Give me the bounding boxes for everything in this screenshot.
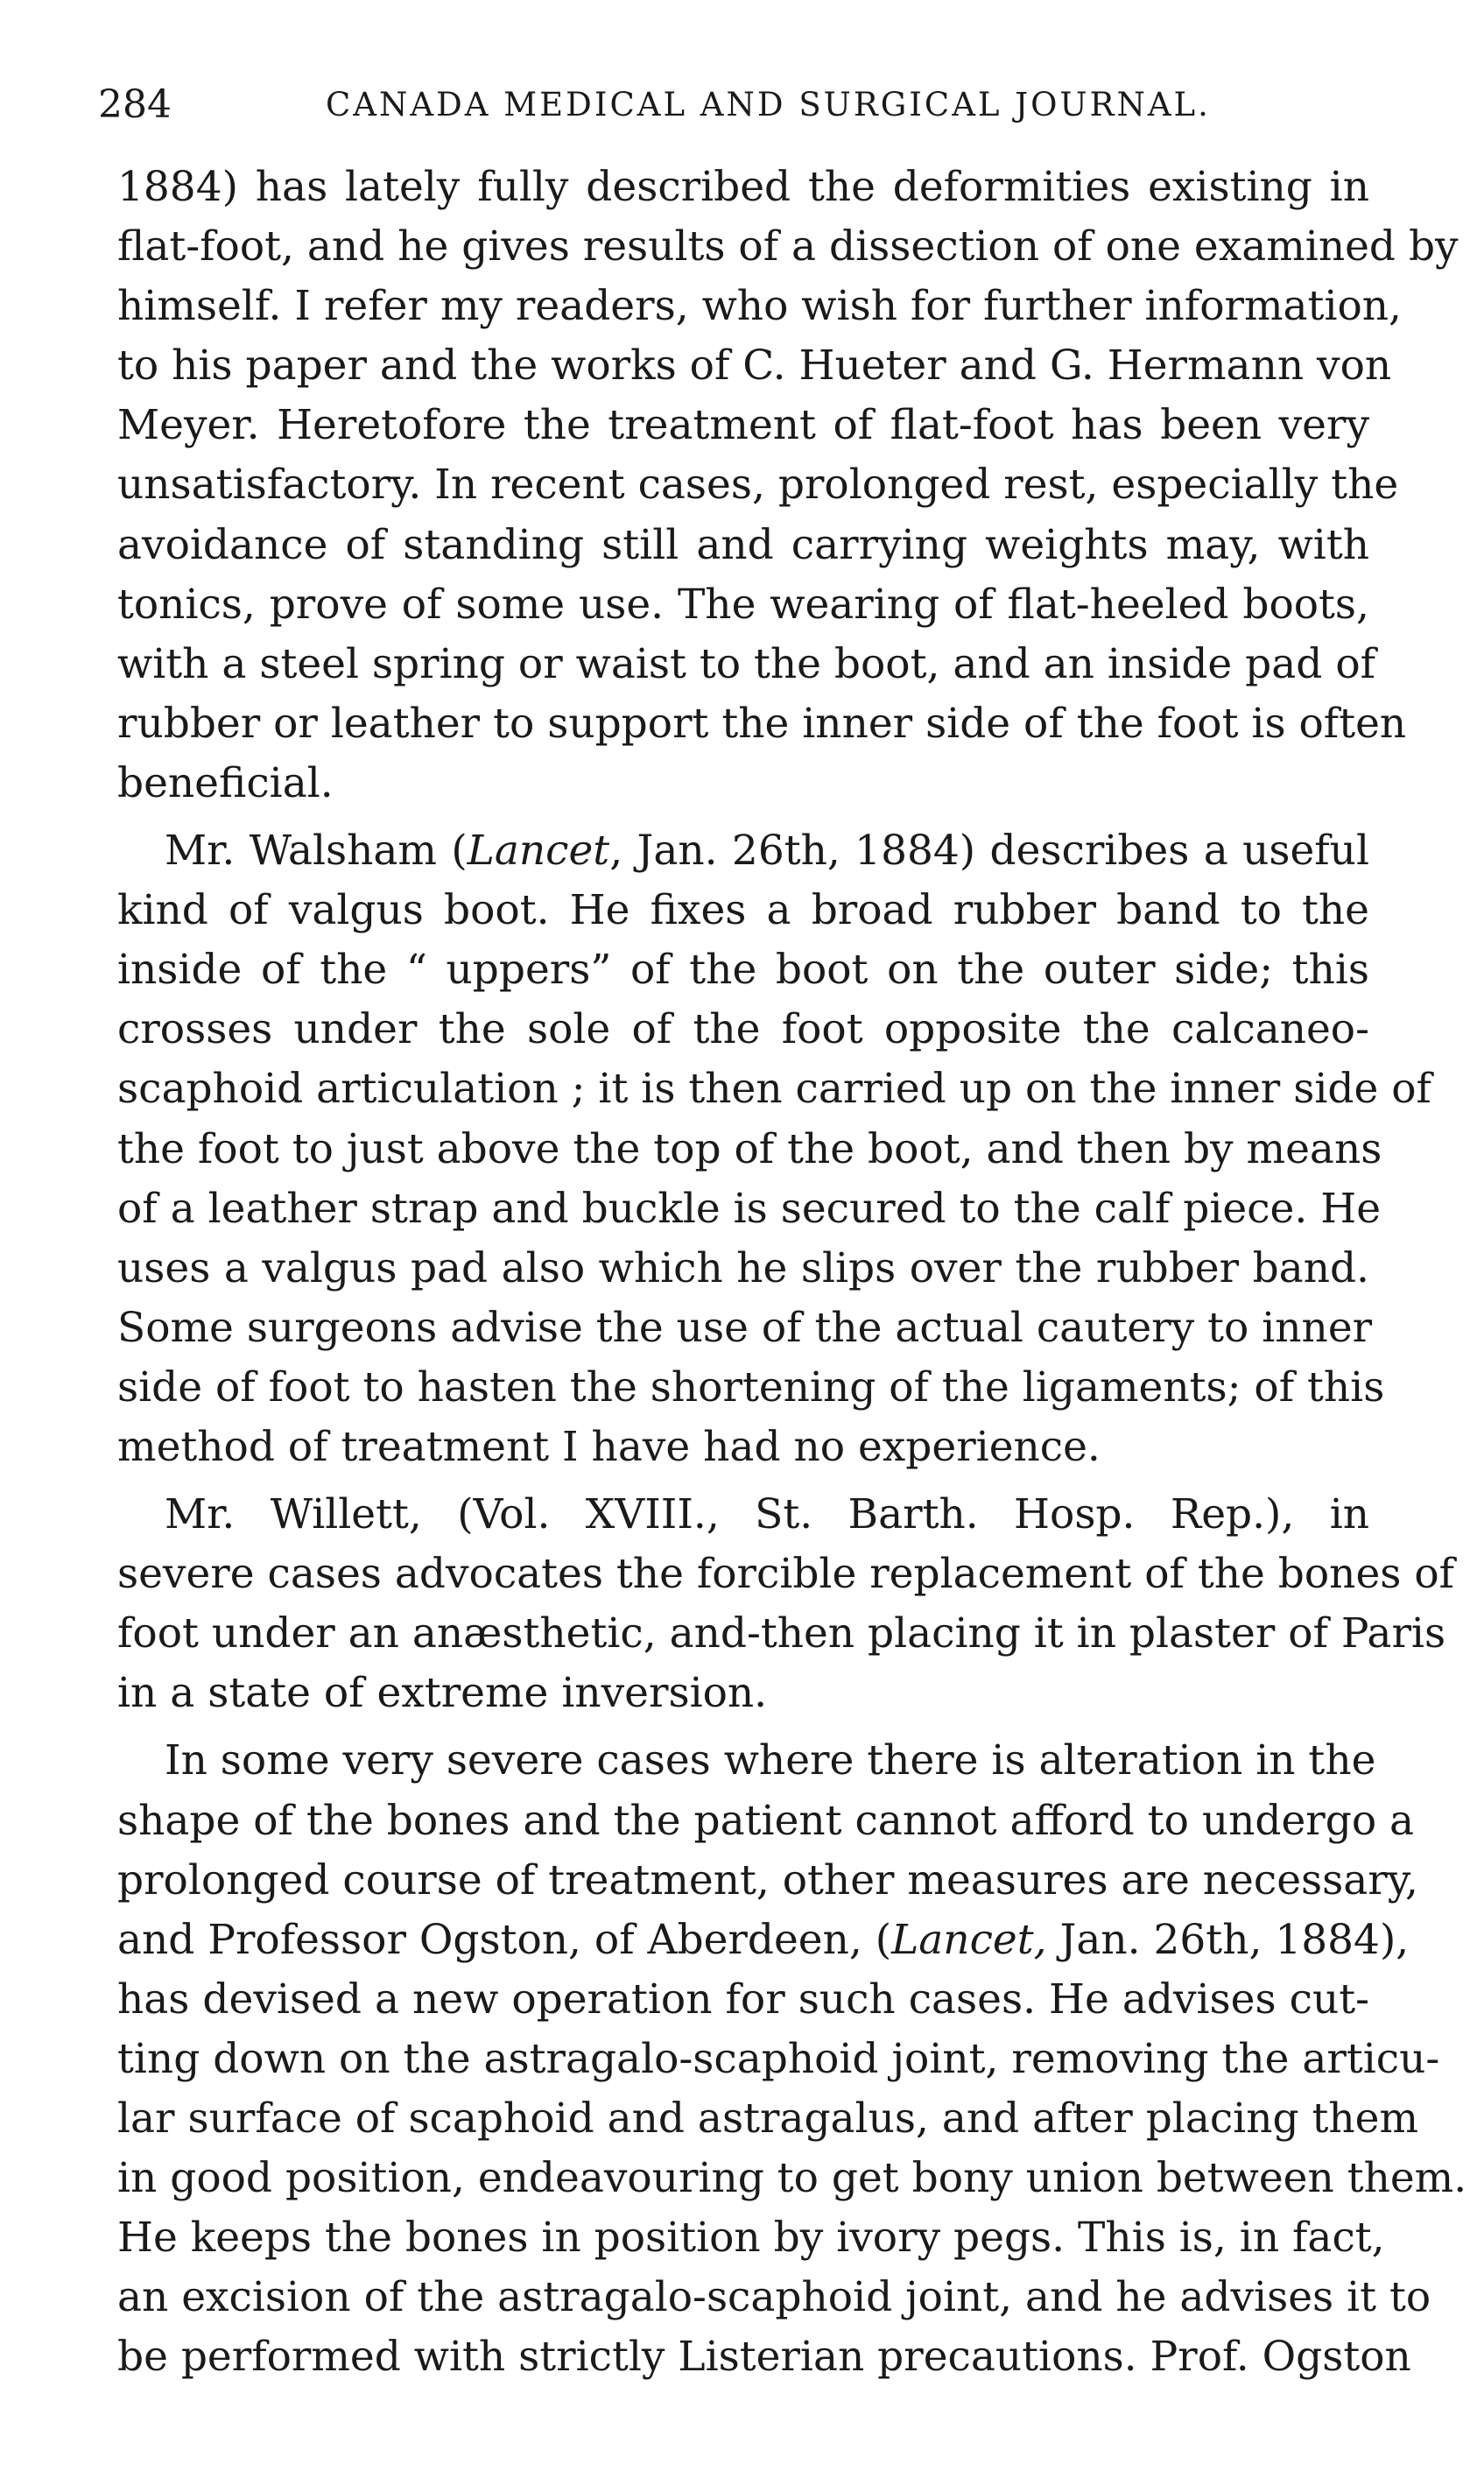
body-text [117,158,1467,2387]
text-line: tonics, prove of some use. The wearing of flat-heeled boots, [117,580,1369,629]
text-line: rubber or leather to support the inner side of the foot is often [117,699,1407,748]
text-line: avoidance of standing still and carrying weights may, with [117,520,1369,569]
text-line: 1884) has lately fully described the deformities existing in [117,163,1369,211]
text-line: has devised a new operation for such cases. He advises cut- [117,1975,1369,2024]
text-line: crosses under the sole of the foot opposite the calcaneo- [117,1005,1369,1054]
text-line: himself. I refer my readers, who wish for further information, [117,282,1402,331]
running-head [98,79,1368,131]
text-fragment: and Professor Ogston, of Aberdeen, ( [117,1915,892,1964]
text-line: shape of the bones and the patient cannot afford to undergo a [117,1796,1415,1845]
text-line: be performed with strictly Listerian precautions. Prof. Ogston [117,2333,1411,2382]
text-line: in a state of extreme inversion. [117,1669,768,1718]
text-line: severe cases advocates the forcible replacement of the bones of [117,1550,1455,1599]
text-line [117,1911,1410,1970]
text-fragment: Jan. 26th, 1884), [1046,1915,1410,1964]
text-line: He keeps the bones in position by ivory pegs. This is, in fact, [117,2214,1385,2263]
text-line: In some very severe cases where there is alteration in the [165,1736,1376,1785]
paragraph-flat-foot [117,158,1459,813]
text-line: inside of the “ uppers” of the boot on the outer side; this [117,946,1369,995]
text-line: uses a valgus pad also which he slips over the rubber band. [117,1243,1369,1292]
text-line: side of foot to hasten the shortening of the ligaments; of this [117,1362,1385,1411]
text-line [117,821,1369,881]
text-line: of a leather strap and buckle is secured to the calf piece. He [117,1184,1382,1233]
citation-lancet: Lancet, [891,1915,1047,1964]
citation-lancet: Lancet [467,827,610,876]
text-line: to his paper and the works of C. Hueter and G. Hermann von [117,341,1392,391]
text-fragment: Mr. Walsham ( [165,827,468,876]
text-line: lar surface of scaphoid and astragalus, and after placing them [117,2094,1419,2143]
paragraph-walsham [117,821,1431,1477]
text-line: Some surgeons advise the use of the actual cautery to inner [117,1303,1373,1352]
text-line: Meyer. Heretofore the treatment of flat-foot has been very [117,401,1369,450]
text-line: unsatisfactory. In recent cases, prolonged rest, especially the [117,461,1399,510]
page-number: 284 [98,82,172,127]
text-line: Mr. Willett, (Vol. XVIII., St. Barth. Hosp. Rep.), in [165,1490,1369,1539]
paragraph-willett [117,1485,1455,1723]
text-line: ting down on the astragalo-scaphoid joint, removing the articu- [117,2034,1440,2083]
text-line: with a steel spring or waist to the boot, and an inside pad of [117,639,1376,688]
text-line: prolonged course of treatment, other measures are necessary, [117,1855,1418,1904]
journal-title: CANADA MEDICAL AND SURGICAL JOURNAL. [326,86,1211,123]
text-line: beneficial. [117,758,334,807]
text-line: in good position, endeavouring to get bony union between them. [117,2154,1467,2203]
text-line: an excision of the astragalo-scaphoid joint, and he advises it to [117,2273,1431,2322]
text-line: foot under an anæsthetic, and-then placing it in plaster of Paris [117,1609,1446,1658]
text-line: kind of valgus boot. He fixes a broad rubber band to the [117,886,1369,935]
text-line: scaphoid articulation ; it is then carried up on the inner side of [117,1065,1431,1114]
text-line: flat-foot, and he gives results of a dissection of one examined by [117,222,1459,271]
paragraph-ogston [117,1731,1467,2387]
text-line: method of treatment I have had no experience. [117,1422,1101,1471]
text-fragment: , Jan. 26th, 1884) describes a useful [609,827,1369,876]
text-line: the foot to just above the top of the boot, and then by means [117,1124,1382,1173]
